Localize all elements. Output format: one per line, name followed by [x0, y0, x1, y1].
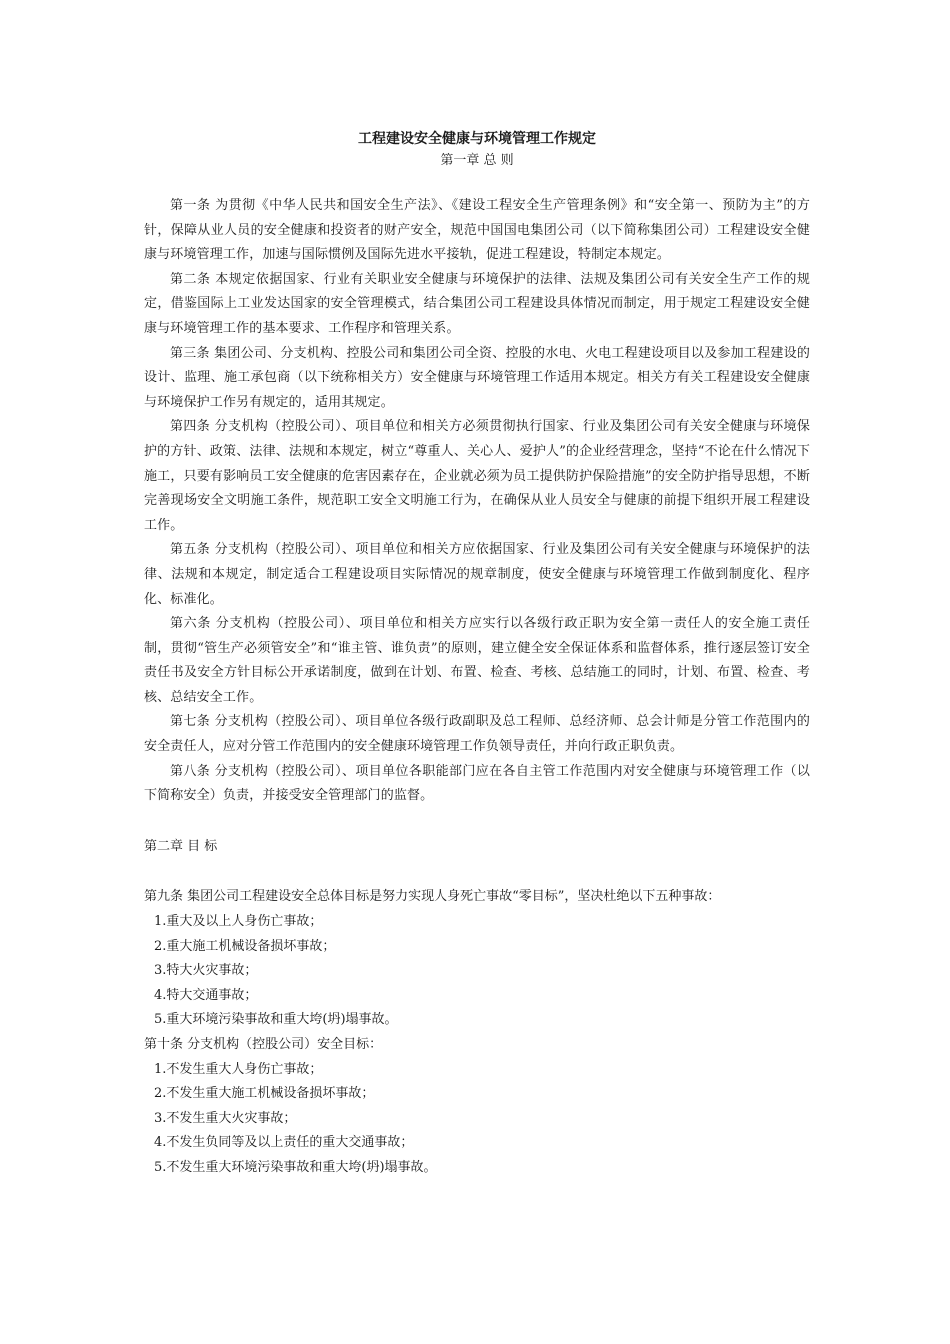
article-1: 第一条 为贯彻《中华人民共和国安全生产法》、《建设工程安全生产管理条例》和“安全第一、预防为主”的方针，保障从业人员的安全健康和投资者的财产安全，规范中国国电集团公司（以下简称集团公司）工程建设安全健康与环境管理工作，加速与国际惯例及国际先进水平接轨，促进工程建设，特制定本规定。 [144, 198, 810, 263]
article-3: 第三条 集团公司、分支机构、控股公司和集团公司全资、控股的水电、火电工程建设项目以及参加工程建设的设计、监理、施工承包商（以下统称相关方）安全健康与环境管理工作适用本规定。相关方有关工程建设安全健康与环境保护工作另有规定的，适用其规定。 [144, 345, 810, 410]
chapter-1-body [144, 194, 810, 809]
list-item: 5.重大环境污染事故和重大垮(坍)塌事故。 [154, 1012, 398, 1028]
chapter-1-heading: 第一章 总 则 [440, 153, 514, 168]
list-item: 1.重大及以上人身伤亡事故； [154, 914, 323, 930]
list-item: 4.特大交通事故； [154, 987, 258, 1003]
list-item: 3.特大火灾事故； [154, 963, 258, 979]
article-8: 第八条 分支机构（控股公司）、项目单位各职能部门应在各自主管工作范围内对安全健康与环境管理工作（以下简称安全）负责，并接受安全管理部门的监督。 [144, 763, 810, 804]
article-6: 第六条 分支机构（控股公司）、项目单位和相关方应实行以各级行政正职为安全第一责任人的安全施工责任制，贯彻“管生产必须管安全”和“谁主管、谁负责”的原则，建立健全安全保证体系和监督体系，推行逐层签订安全责任书及安全方针目标公开承诺制度，做到在计划、布置、检查、考核、总结施工的同时，计划、布置、检查、考核、总结安全工作。 [144, 616, 810, 705]
list-item: 1.不发生重大人身伤亡事故； [154, 1061, 323, 1077]
article-4: 第四条 分支机构（控股公司）、项目单位和相关方必须贯彻执行国家、行业及集团公司有关安全健康与环境保护的方针、政策、法律、法规和本规定，树立“尊重人、关心人、爱护人”的企业经营理念，坚持“不论在什么情况下施工，只要有影响员工安全健康的危害因素存在，企业就必须为员工提供防护保险措施”的安全防护指导思想，不断完善现场安全文明施工条件，规范职工安全文明施工行为，在确保从业人员安全与健康的前提下组织开展工程建设工作。 [144, 419, 810, 533]
article-9: 第九条 集团公司工程建设安全总体目标是努力实现人身死亡事故“零目标”，坚决杜绝以下五种事故： [144, 889, 721, 905]
article-5: 第五条 分支机构（控股公司）、项目单位和相关方应依据国家、行业及集团公司有关安全健康与环境保护的法律、法规和本规定，制定适合工程建设项目实际情况的规章制度，使安全健康与环境管理工作做到制度化、程序化、标准化。 [144, 542, 810, 607]
article-2: 第二条 本规定依据国家、行业有关职业安全健康与环境保护的法律、法规及集团公司有关安全生产工作的规定，借鉴国际上工业发达国家的安全管理模式，结合集团公司工程建设具体情况而制定，用于规定工程建设安全健康与环境管理工作的基本要求、工作程序和管理关系。 [144, 271, 810, 336]
chapter-2-body [144, 885, 810, 1180]
article-10: 第十条 分支机构（控股公司）安全目标： [144, 1037, 383, 1052]
article-7: 第七条 分支机构（控股公司）、项目单位各级行政副职及总工程师、总经济师、总会计师是分管工作范围内的安全责任人，应对分管工作范围内的安全健康环境管理工作负领导责任，并向行政正职负责。 [144, 714, 810, 755]
list-item: 5.不发生重大环境污染事故和重大垮(坍)塌事故。 [154, 1159, 437, 1175]
list-item: 4.不发生负同等及以上责任的重大交通事故； [154, 1135, 414, 1151]
list-item: 2.不发生重大施工机械设备损坏事故； [154, 1086, 375, 1102]
list-item: 2.重大施工机械设备损坏事故； [154, 938, 336, 954]
chapter-2-heading: 第二章 目 标 [144, 838, 218, 854]
document-title: 工程建设安全健康与环境管理工作规定 [358, 131, 596, 147]
list-item: 3.不发生重大火灾事故； [154, 1110, 297, 1126]
